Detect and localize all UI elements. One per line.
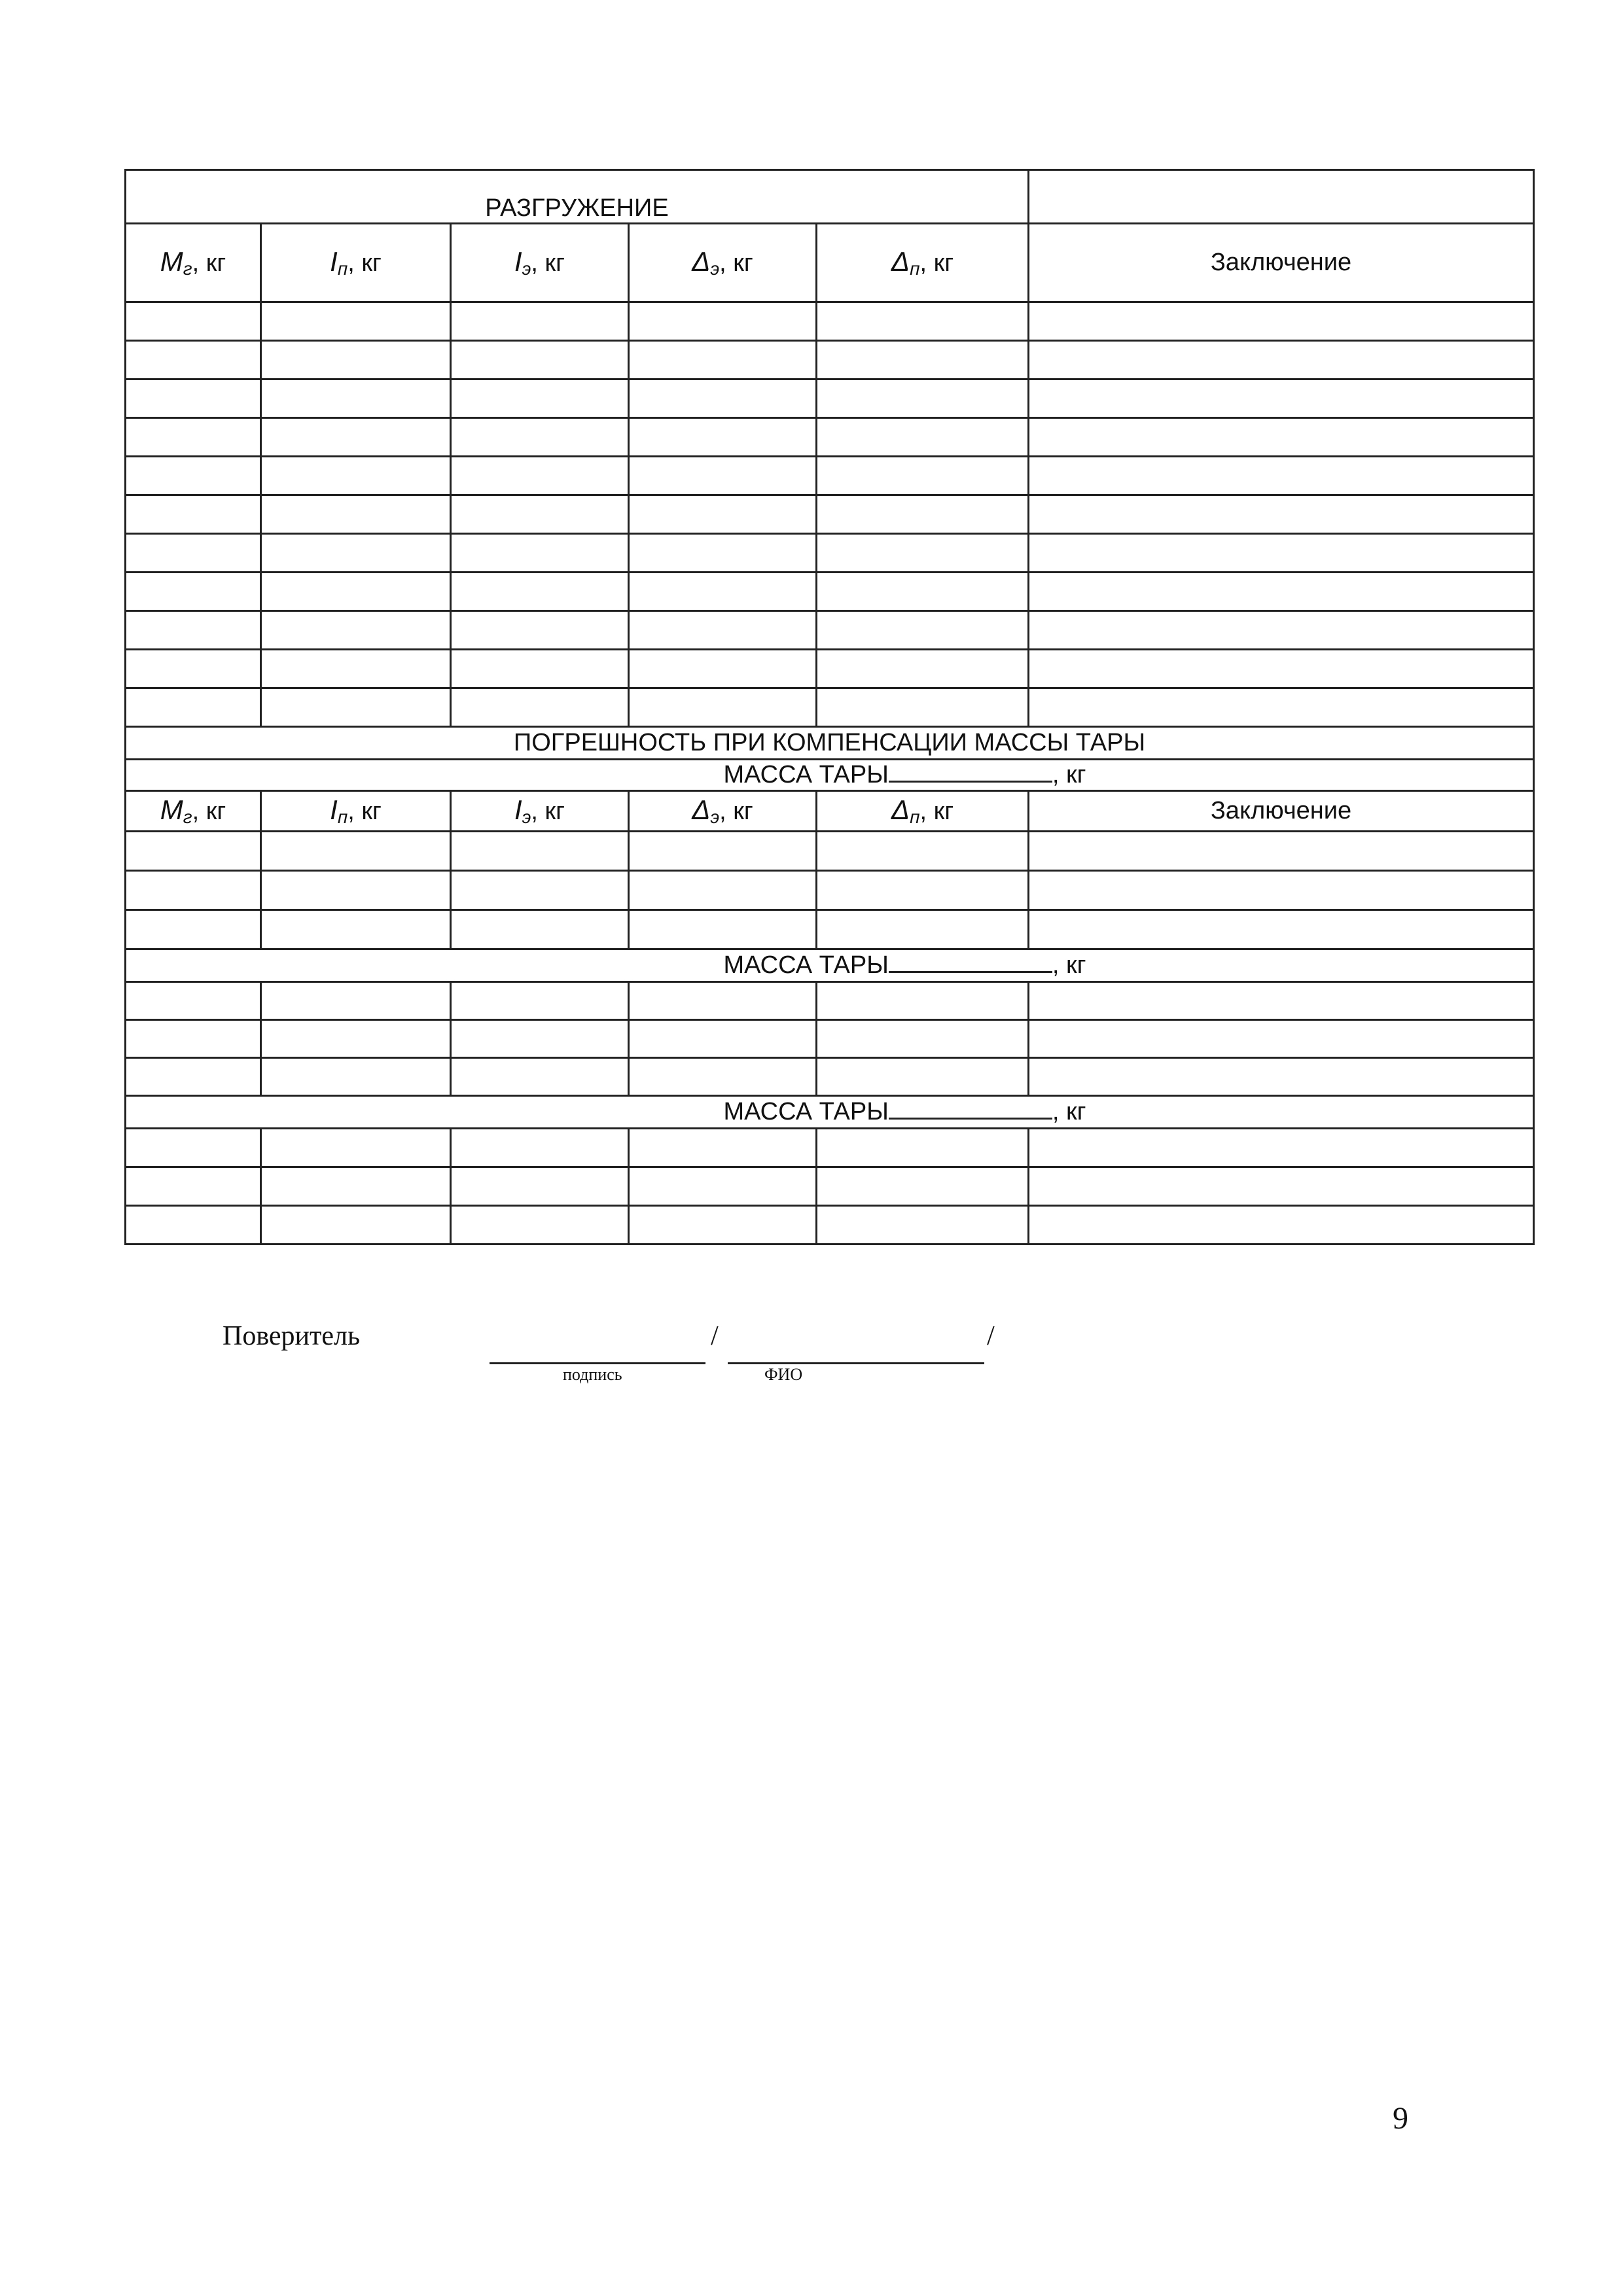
data-cell[interactable] [817, 1020, 1029, 1058]
table-row [126, 832, 1534, 871]
name-slash: / [987, 1321, 995, 1351]
data-cell[interactable] [817, 495, 1029, 534]
data-cell[interactable] [451, 380, 629, 418]
verification-form-table [124, 169, 1535, 1245]
conclusion-header: Заключение [1029, 224, 1534, 302]
conclusion-cell[interactable] [1029, 871, 1534, 910]
conclusion-cell[interactable] [1029, 1206, 1534, 1245]
data-cell[interactable] [126, 1206, 261, 1245]
data-cell[interactable] [261, 534, 451, 573]
column-header [126, 791, 261, 832]
column-unit: , кг [719, 249, 753, 277]
data-cell[interactable] [451, 832, 629, 871]
tare-mass-row [126, 949, 1534, 982]
column-symbol: M [160, 246, 183, 277]
data-cell[interactable] [126, 982, 261, 1020]
data-cell[interactable] [817, 380, 1029, 418]
column-header [451, 224, 629, 302]
unloading-title: РАЗГРУЖЕНИЕ [126, 170, 1029, 224]
table-row [126, 418, 1534, 457]
column-subscript: э [710, 258, 720, 279]
column-header [451, 791, 629, 832]
data-cell[interactable] [126, 611, 261, 650]
column-unit: , кг [531, 798, 565, 825]
column-subscript: п [337, 258, 348, 279]
conclusion-cell[interactable] [1029, 650, 1534, 688]
data-cell[interactable] [451, 418, 629, 457]
conclusion-header: Заключение [1029, 791, 1534, 832]
data-cell[interactable] [261, 1020, 451, 1058]
conclusion-cell[interactable] [1029, 982, 1534, 1020]
table-row [126, 534, 1534, 573]
data-cell[interactable] [451, 910, 629, 949]
signature-line[interactable] [490, 1362, 705, 1364]
data-cell[interactable] [261, 573, 451, 611]
column-symbol: I [330, 794, 338, 825]
data-cell[interactable] [629, 611, 817, 650]
data-cell[interactable] [629, 1129, 817, 1167]
data-cell[interactable] [817, 871, 1029, 910]
name-line[interactable] [728, 1362, 984, 1364]
conclusion-cell[interactable] [1029, 1129, 1534, 1167]
table-row [126, 871, 1534, 910]
data-cell[interactable] [817, 1206, 1029, 1245]
data-cell[interactable] [817, 650, 1029, 688]
data-cell[interactable] [261, 982, 451, 1020]
column-subscript: э [522, 258, 531, 279]
data-cell[interactable] [126, 418, 261, 457]
data-cell[interactable] [261, 380, 451, 418]
data-cell[interactable] [261, 832, 451, 871]
data-cell[interactable] [261, 302, 451, 341]
conclusion-cell[interactable] [1029, 1020, 1534, 1058]
data-cell[interactable] [817, 1129, 1029, 1167]
data-cell[interactable] [629, 1206, 817, 1245]
signature-slash: / [711, 1321, 719, 1351]
tare-mass-input[interactable] [889, 761, 1052, 783]
data-cell[interactable] [451, 457, 629, 495]
data-cell[interactable] [261, 910, 451, 949]
tare-mass-unit: , кг [1052, 951, 1086, 979]
tare-mass-input[interactable] [889, 951, 1052, 973]
data-cell[interactable] [629, 650, 817, 688]
data-cell[interactable] [817, 1058, 1029, 1096]
data-cell[interactable] [261, 650, 451, 688]
table-row [126, 611, 1534, 650]
data-cell[interactable] [629, 302, 817, 341]
data-cell[interactable] [126, 832, 261, 871]
conclusion-cell[interactable] [1029, 573, 1534, 611]
column-unit: , кг [192, 249, 226, 277]
tare-mass-label: МАССА ТАРЫ [723, 1098, 889, 1125]
column-subscript: п [910, 258, 920, 279]
data-cell[interactable] [629, 418, 817, 457]
data-cell[interactable] [451, 871, 629, 910]
signature-caption: подпись [563, 1365, 622, 1384]
data-cell[interactable] [126, 302, 261, 341]
column-header [126, 224, 261, 302]
column-symbol: Δ [692, 246, 711, 277]
data-cell[interactable] [451, 534, 629, 573]
tare-mass-label: МАССА ТАРЫ [723, 951, 889, 979]
table-row [126, 982, 1534, 1020]
column-subscript: э [522, 807, 531, 827]
data-cell[interactable] [126, 341, 261, 380]
data-cell[interactable] [451, 650, 629, 688]
column-unit: , кг [192, 798, 226, 825]
data-cell[interactable] [126, 1058, 261, 1096]
data-cell[interactable] [629, 1020, 817, 1058]
data-cell[interactable] [817, 457, 1029, 495]
data-cell[interactable] [261, 1206, 451, 1245]
column-symbol: M [160, 794, 183, 825]
conclusion-cell[interactable] [1029, 495, 1534, 534]
data-cell[interactable] [261, 1167, 451, 1206]
data-cell[interactable] [261, 871, 451, 910]
data-cell[interactable] [817, 688, 1029, 727]
data-cell[interactable] [629, 495, 817, 534]
data-cell[interactable] [126, 1020, 261, 1058]
table-row [126, 341, 1534, 380]
column-symbol: Δ [692, 794, 711, 825]
data-cell[interactable] [451, 573, 629, 611]
column-unit: , кг [531, 249, 565, 277]
data-cell[interactable] [629, 1058, 817, 1096]
conclusion-cell[interactable] [1029, 1167, 1534, 1206]
conclusion-cell[interactable] [1029, 380, 1534, 418]
conclusion-cell[interactable] [1029, 832, 1534, 871]
data-cell[interactable] [261, 1058, 451, 1096]
data-cell[interactable] [126, 871, 261, 910]
table-row [126, 910, 1534, 949]
data-cell[interactable] [629, 380, 817, 418]
data-cell[interactable] [451, 982, 629, 1020]
column-symbol: I [514, 246, 522, 277]
data-cell[interactable] [261, 418, 451, 457]
table-row [126, 1129, 1534, 1167]
data-cell[interactable] [817, 573, 1029, 611]
data-cell[interactable] [451, 495, 629, 534]
column-symbol: I [330, 246, 338, 277]
data-cell[interactable] [629, 573, 817, 611]
column-header [261, 791, 451, 832]
data-cell[interactable] [126, 688, 261, 727]
data-cell[interactable] [817, 341, 1029, 380]
conclusion-cell[interactable] [1029, 688, 1534, 727]
column-subscript: э [710, 807, 720, 827]
table-row [126, 1020, 1534, 1058]
name-caption: ФИО [764, 1365, 803, 1384]
column-symbol: I [514, 794, 522, 825]
tare-mass-row [126, 1096, 1534, 1129]
data-cell[interactable] [451, 1020, 629, 1058]
column-subscript: п [910, 807, 920, 827]
data-cell[interactable] [817, 418, 1029, 457]
table-row [126, 457, 1534, 495]
data-cell[interactable] [261, 457, 451, 495]
column-subscript: г [183, 258, 192, 279]
table-row [126, 302, 1534, 341]
data-cell[interactable] [126, 495, 261, 534]
data-cell[interactable] [629, 832, 817, 871]
data-cell[interactable] [451, 1167, 629, 1206]
data-cell[interactable] [629, 910, 817, 949]
conclusion-cell[interactable] [1029, 1058, 1534, 1096]
tare-mass-label: МАССА ТАРЫ [723, 761, 889, 788]
data-cell[interactable] [261, 495, 451, 534]
column-header [817, 224, 1029, 302]
data-cell[interactable] [126, 534, 261, 573]
data-cell[interactable] [261, 688, 451, 727]
data-cell[interactable] [817, 982, 1029, 1020]
data-cell[interactable] [126, 457, 261, 495]
table-row [126, 1206, 1534, 1245]
data-cell[interactable] [126, 910, 261, 949]
tare-mass-input[interactable] [889, 1098, 1052, 1120]
table-row [126, 380, 1534, 418]
tare-mass-unit: , кг [1052, 1098, 1086, 1125]
data-cell[interactable] [451, 341, 629, 380]
column-unit: , кг [348, 798, 382, 825]
conclusion-cell[interactable] [1029, 534, 1534, 573]
data-cell[interactable] [451, 611, 629, 650]
data-cell[interactable] [126, 650, 261, 688]
data-cell[interactable] [451, 1058, 629, 1096]
data-cell[interactable] [629, 341, 817, 380]
data-cell[interactable] [126, 573, 261, 611]
conclusion-cell[interactable] [1029, 341, 1534, 380]
data-cell[interactable] [629, 1167, 817, 1206]
data-cell[interactable] [629, 534, 817, 573]
table-row [126, 650, 1534, 688]
data-cell[interactable] [451, 688, 629, 727]
data-cell[interactable] [629, 688, 817, 727]
table-row [126, 1167, 1534, 1206]
data-cell[interactable] [261, 1129, 451, 1167]
data-cell[interactable] [261, 611, 451, 650]
column-unit: , кг [719, 798, 753, 825]
data-cell[interactable] [126, 380, 261, 418]
data-cell[interactable] [629, 457, 817, 495]
column-symbol: Δ [891, 794, 910, 825]
column-symbol: Δ [891, 246, 910, 277]
data-cell[interactable] [817, 1167, 1029, 1206]
tare-mass-unit: , кг [1052, 761, 1086, 788]
column-unit: , кг [919, 249, 954, 277]
table-row [126, 688, 1534, 727]
conclusion-cell[interactable] [1029, 611, 1534, 650]
conclusion-cell[interactable] [1029, 910, 1534, 949]
column-header [629, 791, 817, 832]
column-header [629, 224, 817, 302]
data-cell[interactable] [817, 534, 1029, 573]
tare-mass-row [126, 760, 1534, 791]
data-cell[interactable] [451, 1129, 629, 1167]
column-unit: , кг [348, 249, 382, 277]
data-cell[interactable] [629, 982, 817, 1020]
data-cell[interactable] [126, 1167, 261, 1206]
column-header [261, 224, 451, 302]
data-cell[interactable] [126, 1129, 261, 1167]
data-cell[interactable] [451, 1206, 629, 1245]
tare-section-title: ПОГРЕШНОСТЬ ПРИ КОМПЕНСАЦИИ МАССЫ ТАРЫ [126, 727, 1534, 760]
data-cell[interactable] [451, 302, 629, 341]
conclusion-cell[interactable] [1029, 418, 1534, 457]
table-row [126, 573, 1534, 611]
table-row [126, 495, 1534, 534]
column-subscript: г [183, 807, 192, 827]
data-cell[interactable] [817, 611, 1029, 650]
conclusion-cell[interactable] [1029, 302, 1534, 341]
column-unit: , кг [919, 798, 954, 825]
page-number: 9 [1393, 2101, 1408, 2136]
data-cell[interactable] [261, 341, 451, 380]
data-cell[interactable] [817, 832, 1029, 871]
data-cell[interactable] [817, 910, 1029, 949]
column-header [817, 791, 1029, 832]
verifier-label: Поверитель [223, 1321, 361, 1351]
data-cell[interactable] [629, 871, 817, 910]
column-subscript: п [337, 807, 348, 827]
data-cell[interactable] [817, 302, 1029, 341]
conclusion-cell[interactable] [1029, 457, 1534, 495]
table-row [126, 1058, 1534, 1096]
conclusion-title-blank [1029, 170, 1534, 224]
